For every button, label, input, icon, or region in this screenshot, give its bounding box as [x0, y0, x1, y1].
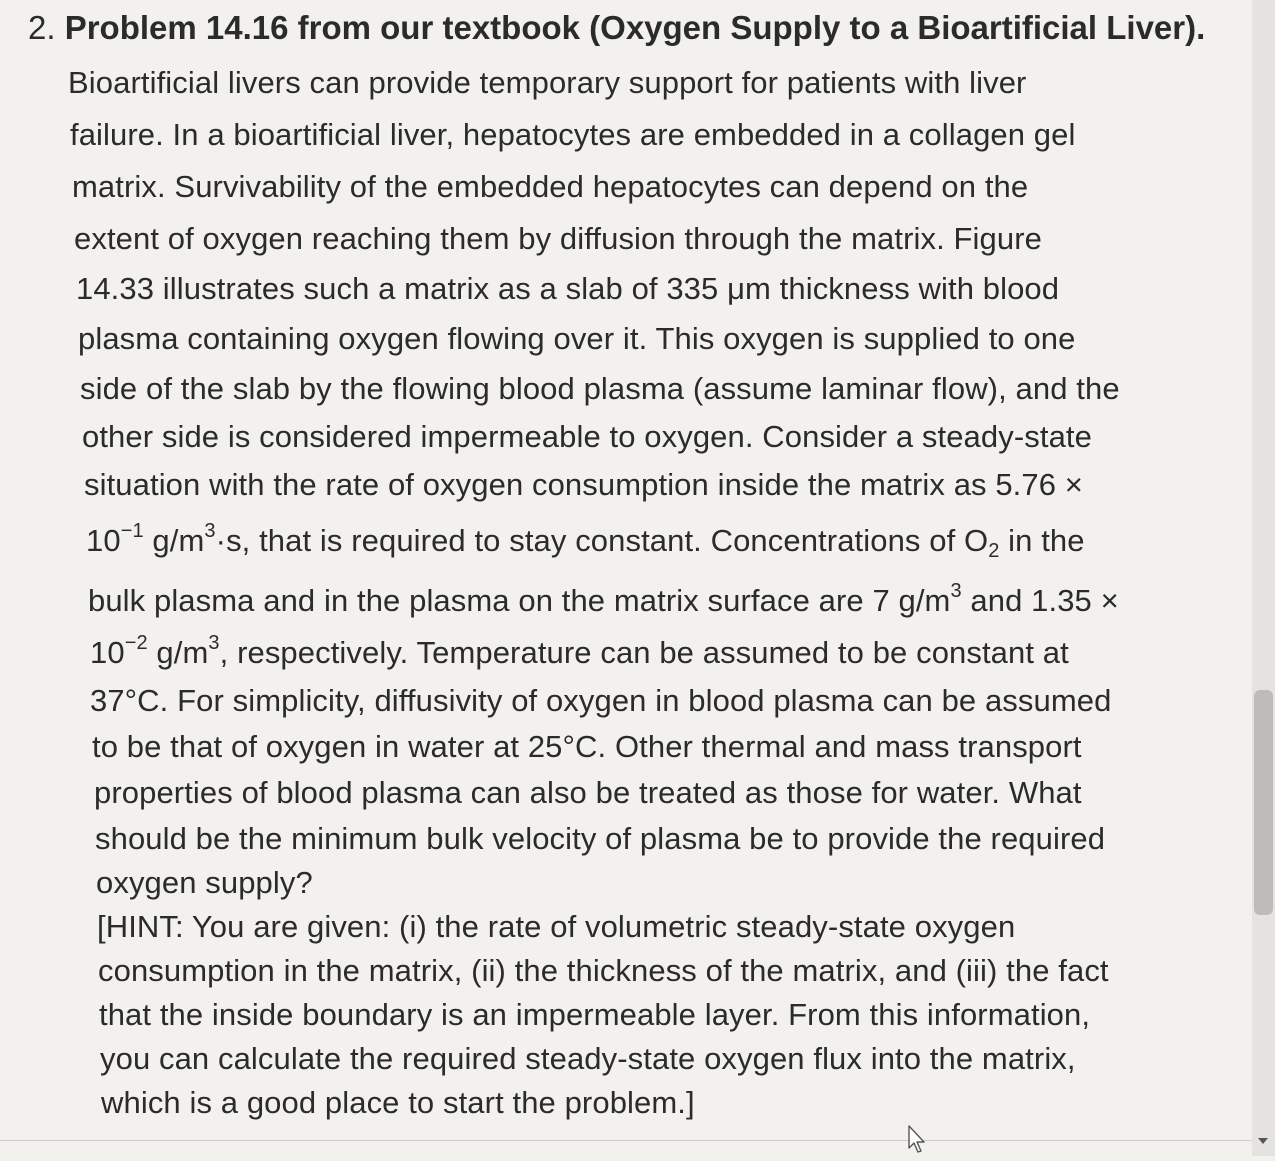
problem-line-12: [90, 632, 1069, 674]
problem-line-10: [86, 520, 1085, 562]
hint-line-4: you can calculate the required steady-state oxygen flux into the matrix,: [100, 1041, 1076, 1076]
problem-line-8: other side is considered impermeable to oxygen. Consider a steady-state: [82, 419, 1092, 454]
hint-line-3: that the inside boundary is an impermeable layer. From this information,: [99, 997, 1091, 1032]
hint-line-5: which is a good place to start the problem.]: [101, 1085, 695, 1120]
line-11-text-b: and 1.35 ×: [961, 583, 1119, 618]
problem-line-16: should be the minimum bulk velocity of plasma be to provide the required: [95, 821, 1106, 856]
line-11-text-a: bulk plasma and in the plasma on the matrix surface are 7 g/m: [88, 583, 951, 618]
line-10-text-b: g/m: [143, 523, 205, 558]
problem-line-6: plasma containing oxygen flowing over it. This oxygen is supplied to one: [78, 321, 1076, 356]
scrollbar-thumb[interactable]: [1254, 690, 1273, 915]
problem-line-5: 14.33 illustrates such a matrix as a slab of 335 μm thickness with blood: [76, 271, 1060, 306]
line-12-exponent-2: 3: [208, 632, 220, 654]
hint-line-2: consumption in the matrix, (ii) the thickness of the matrix, and (iii) the fact: [98, 953, 1109, 988]
line-10-text-c: ·s, that is required to stay constant. Concentrations of O: [215, 523, 989, 558]
hint-line-1: [HINT: You are given: (i) the rate of volumetric steady-state oxygen: [97, 909, 1016, 944]
problem-line-3: matrix. Survivability of the embedded hepatocytes can depend on the: [72, 169, 1029, 204]
problem-line-7: side of the slab by the flowing blood plasma (assume laminar flow), and the: [80, 371, 1120, 406]
problem-line-11: [88, 580, 1119, 622]
problem-number: 2.: [28, 9, 56, 46]
line-11-exponent: 3: [950, 580, 962, 602]
problem-line-13: 37°C. For simplicity, diffusivity of oxygen in blood plasma can be assumed: [90, 683, 1112, 718]
problem-line-14: to be that of oxygen in water at 25°C. Other thermal and mass transport: [92, 729, 1082, 764]
line-10-text-d: in the: [999, 523, 1085, 558]
problem-title-text: Problem 14.16 from our textbook (Oxygen Supply to a Bioartificial Liver).: [64, 9, 1206, 46]
line-12-exponent-1: −2: [124, 632, 148, 654]
line-12-text-c: , respectively. Temperature can be assumed to be constant at: [219, 635, 1069, 670]
line-10-text-a: 10: [86, 523, 121, 558]
problem-line-1: Bioartificial livers can provide temporary support for patients with liver: [68, 65, 1027, 100]
bottom-divider: [0, 1140, 1252, 1141]
line-12-text-a: 10: [90, 635, 125, 670]
problem-line-9: situation with the rate of oxygen consumption inside the matrix as 5.76 ×: [84, 467, 1083, 502]
chevron-down-icon[interactable]: [1258, 1138, 1268, 1144]
problem-line-2: failure. In a bioartificial liver, hepatocytes are embedded in a collagen gel: [70, 117, 1076, 152]
line-10-exponent-1: −1: [120, 520, 144, 542]
line-10-subscript: 2: [988, 540, 1000, 562]
problem-line-4: extent of oxygen reaching them by diffusion through the matrix. Figure: [74, 221, 1042, 256]
line-12-text-b: g/m: [147, 635, 209, 670]
line-10-exponent-2: 3: [204, 520, 216, 542]
problem-title: [28, 6, 1205, 50]
mouse-pointer-icon: [905, 1124, 931, 1156]
vertical-scrollbar[interactable]: [1252, 0, 1275, 1156]
problem-line-17: oxygen supply?: [96, 865, 313, 900]
problem-line-15: properties of blood plasma can also be treated as those for water. What: [94, 775, 1082, 810]
